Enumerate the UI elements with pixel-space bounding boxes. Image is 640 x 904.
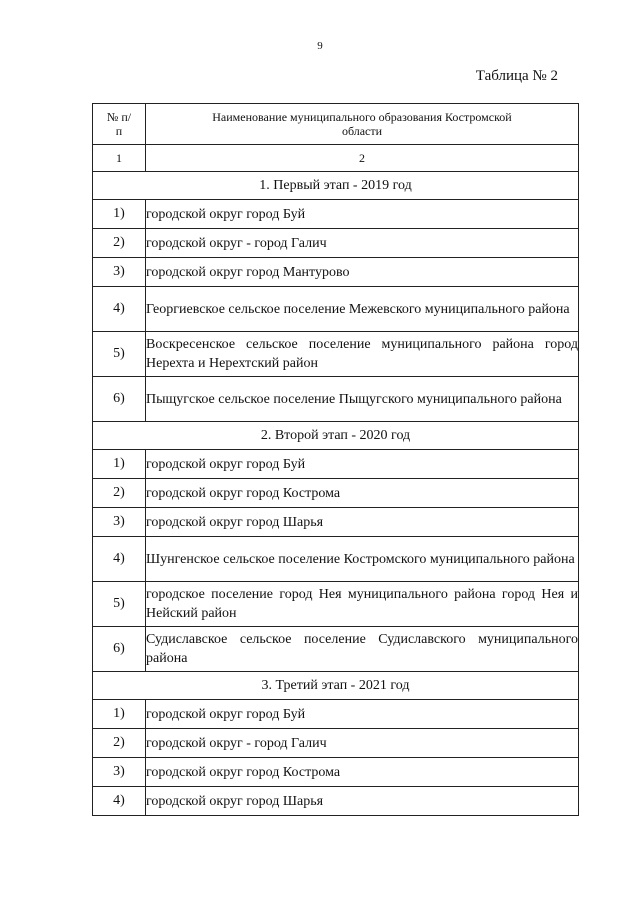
- municipality-name: городской округ город Шарья: [146, 508, 579, 537]
- row-number: 5): [93, 582, 146, 627]
- table-row: [93, 700, 579, 729]
- header-num-cell: № п/п: [93, 104, 146, 145]
- table-row: [93, 758, 579, 787]
- municipality-name: Судиславское сельское поселение Судиславского муниципального района: [146, 627, 579, 672]
- stage-header-row: [93, 672, 579, 700]
- stage-header-row: [93, 172, 579, 200]
- row-number: 3): [93, 508, 146, 537]
- table-row: [93, 787, 579, 816]
- row-number: 1): [93, 200, 146, 229]
- municipality-name: городской округ город Буй: [146, 200, 579, 229]
- municipality-name: Георгиевское сельское поселение Межевского муниципального района: [146, 287, 579, 332]
- table-row: [93, 377, 579, 422]
- page-number: 9: [317, 40, 323, 52]
- municipality-name: городской округ - город Галич: [146, 729, 579, 758]
- municipality-name: городской округ - город Галич: [146, 229, 579, 258]
- row-number: 3): [93, 758, 146, 787]
- table-row: [93, 627, 579, 672]
- row-number: 2): [93, 479, 146, 508]
- row-number: 6): [93, 377, 146, 422]
- municipality-name: городское поселение город Нея муниципального района город Нея и Нейский район: [146, 582, 579, 627]
- row-number: 1): [93, 700, 146, 729]
- row-number: 5): [93, 332, 146, 377]
- table-caption: Таблица № 2: [475, 68, 558, 84]
- municipality-name: Пыщугское сельское поселение Пыщугского муниципального района: [146, 377, 579, 422]
- table-row: [93, 229, 579, 258]
- row-number: 3): [93, 258, 146, 287]
- table-row: [93, 200, 579, 229]
- table-row: [93, 508, 579, 537]
- municipality-name: городской округ город Кострома: [146, 758, 579, 787]
- row-number: 1): [93, 450, 146, 479]
- stage-title: 2. Второй этап - 2020 год: [93, 422, 579, 450]
- table-row: [93, 479, 579, 508]
- municipality-name: Шунгенское сельское поселение Костромского муниципального района: [146, 537, 579, 582]
- column-number-1: 1: [93, 145, 146, 172]
- header-name-cell: Наименование муниципального образования Костромской области: [146, 104, 579, 145]
- column-number-2: 2: [146, 145, 579, 172]
- stage-title: 3. Третий этап - 2021 год: [93, 672, 579, 700]
- municipality-name: Воскресенское сельское поселение муниципального района город Нерехта и Нерехтский район: [146, 332, 579, 377]
- municipality-name: городской округ город Буй: [146, 450, 579, 479]
- table-row: [93, 582, 579, 627]
- municipality-name: городской округ город Буй: [146, 700, 579, 729]
- table-row: [93, 332, 579, 377]
- row-number: 2): [93, 229, 146, 258]
- stage-header-row: [93, 422, 579, 450]
- municipality-name: городской округ город Кострома: [146, 479, 579, 508]
- municipality-name: городской округ город Мантурово: [146, 258, 579, 287]
- table-row: [93, 258, 579, 287]
- row-number: 4): [93, 537, 146, 582]
- row-number: 6): [93, 627, 146, 672]
- table-row: [93, 287, 579, 332]
- table-header-row: [93, 104, 579, 145]
- table-row: [93, 537, 579, 582]
- municipalities-table: [92, 103, 579, 816]
- row-number: 2): [93, 729, 146, 758]
- stage-title: 1. Первый этап - 2019 год: [93, 172, 579, 200]
- table-row: [93, 450, 579, 479]
- municipality-name: городской округ город Шарья: [146, 787, 579, 816]
- table-row: [93, 729, 579, 758]
- row-number: 4): [93, 787, 146, 816]
- column-number-row: [93, 145, 579, 172]
- row-number: 4): [93, 287, 146, 332]
